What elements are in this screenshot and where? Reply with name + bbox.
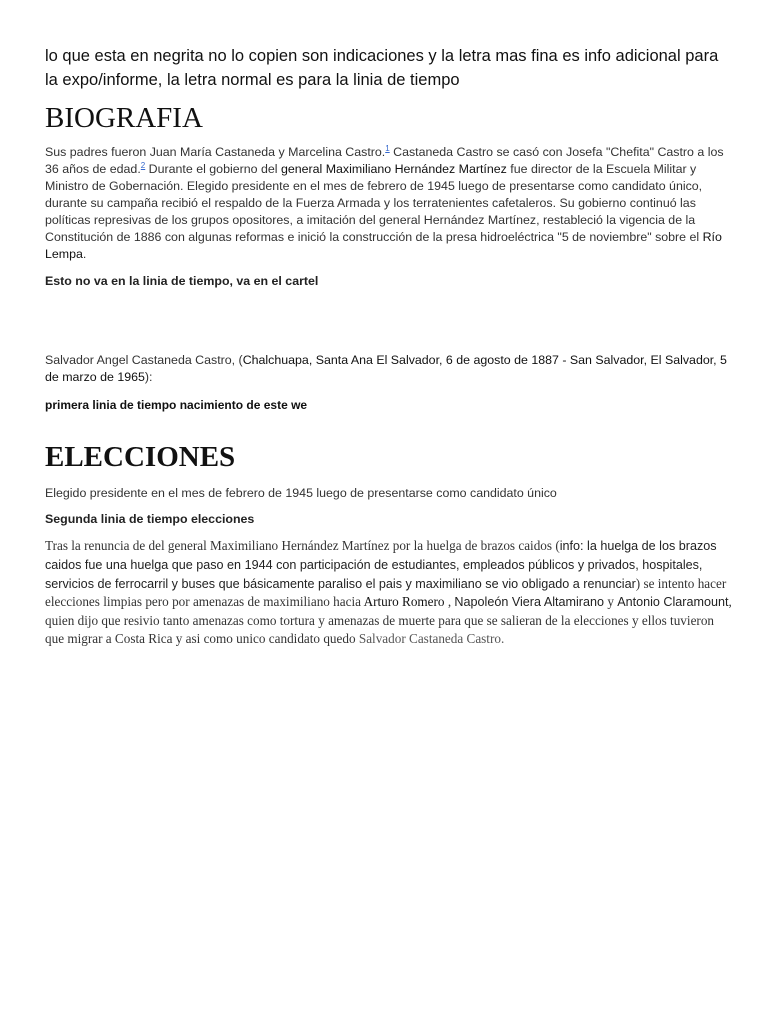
bio-text-5: . bbox=[82, 247, 87, 261]
footnote-1-link[interactable]: 1 bbox=[385, 143, 390, 153]
bio-text-2: Castaneda Castro se casó con Josefa "Chefita" Castro a los 36 años de edad. bbox=[45, 145, 724, 176]
birth-place-date: Chalchuapa, Santa Ana El Salvador, 6 de agosto de 1887 - San Salvador, El Salvador, 5 de marzo de 1965 bbox=[45, 353, 727, 384]
biografia-note: Esto no va en la linia de tiempo, va en el cartel bbox=[45, 274, 319, 288]
elecciones-heading: ELECCIONES bbox=[45, 441, 236, 473]
bio-text-4: fue director de la Escuela Militar y Ministro de Gobernación. Elegido presidente en el mes de febrero de 1945 luego de presentarse como candidato único, durante su campaña recibió el respaldo de la Fuerza Armada y los terratenientes cafetaleros. Su gobierno continuó las políticas represivas de los grupos opositores, a imitación del general Hernández Martínez, restableció la vigencia de la Constitución de 1886 con algunas reformas e inició la construcción de la presa hidroeléctrica "5 de noviembre" sobre el bbox=[45, 162, 703, 244]
biografia-paragraph bbox=[45, 144, 735, 263]
elec-text-1: Tras la renuncia de del general Maximiliano Hernández Martínez por la huelga de brazos caidos ( bbox=[45, 538, 560, 553]
elecciones-note: Segunda linia de tiempo elecciones bbox=[45, 512, 255, 526]
huelga-info: info: la huelga de los brazos caidos fue una huelga que paso en 1944 con participación de estudiantes, empleados públicos y privados, hospitales, servicios de ferrocarril y buses que básicamente paraliso el pais y maximiliano se vio obligado a renunciar bbox=[45, 539, 717, 591]
antonio-claramount: Antonio Claramount bbox=[617, 595, 729, 610]
biografia-heading: BIOGRAFIA bbox=[45, 102, 203, 134]
intro-instructions: lo que esta en negrita no lo copien son indicaciones y la letra mas fina es info adicional para la expo/informe, la letra normal es para la linia de tiempo bbox=[45, 47, 719, 89]
elec-text-9: , quien dijo que resivio tanto amenazas como tortura y amenazas de muerte para que se salieran de la elecciones y ellos tuvieron que migrar a Costa Rica y asi como unico candidato quedo bbox=[45, 594, 732, 646]
bio-text-3: Durante el gobierno del bbox=[145, 162, 281, 176]
elecciones-line: Elegido presidente en el mes de febrero de 1945 luego de presentarse como candidato único bbox=[45, 486, 557, 500]
maximiliano-link[interactable]: general Maximiliano Hernández Martínez bbox=[280, 162, 507, 176]
elecciones-paragraph bbox=[45, 537, 735, 648]
salvador-castaneda: Salvador Castaneda Castro. bbox=[358, 630, 505, 646]
document-page bbox=[45, 44, 735, 648]
birth-paragraph bbox=[45, 352, 735, 386]
footnote-2-link[interactable]: 2 bbox=[140, 160, 146, 170]
elec-text-7: y bbox=[604, 594, 618, 610]
birth-text-3: ): bbox=[144, 370, 153, 384]
birth-text-1: Salvador Angel Castaneda Castro, ( bbox=[45, 353, 243, 367]
bio-text-1: Sus padres fueron Juan María Castaneda y Marcelina Castro. bbox=[45, 145, 386, 159]
birth-note: primera linia de tiempo nacimiento de este we bbox=[45, 398, 308, 412]
napoleon-viera: Napoleón Viera Altamirano bbox=[454, 595, 605, 610]
elec-text-5: , bbox=[444, 594, 455, 610]
rio-lempa-link[interactable]: Río Lempa bbox=[45, 230, 722, 261]
arturo-romero: Arturo Romero bbox=[363, 594, 445, 610]
elec-text-3: ) se intento hacer elecciones limpias pero por amenazas de maximiliano hacia bbox=[45, 575, 727, 610]
